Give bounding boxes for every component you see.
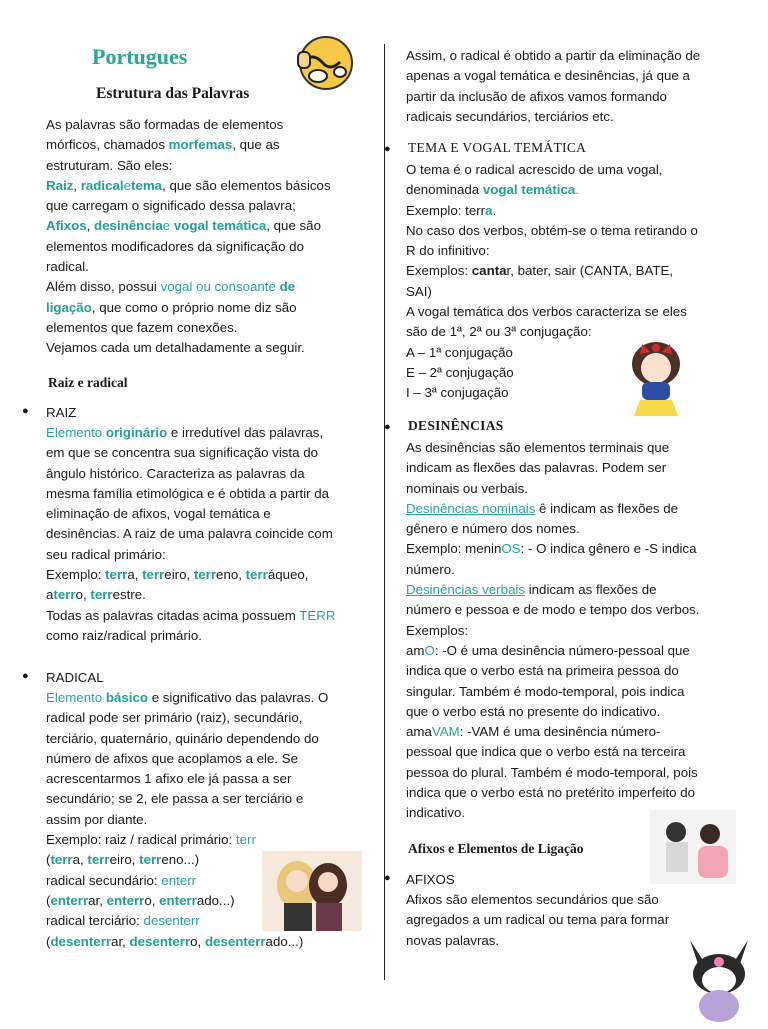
text-span: As palavras são formadas de elementos: [46, 117, 284, 132]
bullet-icon: ●: [384, 421, 391, 433]
text-span: número de afixos que acoplamos a ele. Se: [46, 750, 299, 766]
text-span: a: [485, 202, 493, 218]
text-span: O tema é o radical acrescido de uma vogal,: [406, 162, 663, 177]
text-line: [406, 702, 736, 722]
text-line: [406, 46, 736, 66]
text-line: [46, 176, 358, 196]
desinencias-paragraph: [406, 438, 736, 824]
text-span: desenterr: [50, 933, 112, 949]
text-span: o,: [75, 587, 91, 603]
text-span: que o verbo está no presente do indicativo.: [406, 703, 661, 719]
text-span: Afixos são elementos secundários que são: [406, 892, 659, 907]
text-line: [46, 504, 366, 524]
column-divider: [384, 44, 385, 980]
text-span: apenas a vogal temática e desinências, já que a: [406, 68, 690, 84]
text-span: Exemplo:: [46, 567, 106, 583]
text-span: ,: [86, 218, 95, 234]
text-span: a,: [127, 567, 143, 583]
text-line: [46, 298, 358, 318]
text-line: [46, 830, 366, 850]
text-span: terr: [193, 567, 217, 583]
tema-heading: TEMA E VOGAL TEMÁTICA: [408, 140, 587, 155]
text-line: [46, 216, 358, 236]
text-span: terr: [142, 567, 165, 583]
text-line: [46, 443, 366, 463]
text-span: enterr: [106, 892, 145, 908]
text-line: [406, 600, 736, 620]
couple-illustration-image: [650, 810, 736, 884]
text-span: mórficos, chamados: [46, 137, 169, 153]
text-line: [46, 196, 358, 216]
text-span: terr: [245, 567, 268, 583]
text-span: acrescentarmos 1 afixo ele já passa a ser: [46, 771, 292, 787]
text-span: r, bater, sair (CANTA, BATE,: [506, 263, 674, 279]
text-span: TERR: [299, 607, 336, 623]
text-line: [406, 722, 736, 742]
text-span: No caso dos verbos, obtém-se o tema retirando o: [406, 222, 698, 238]
text-line: [46, 318, 358, 338]
text-span: secundário; se 2, ele passa a ser terciário e: [46, 791, 304, 807]
girls-illustration-image: [262, 851, 362, 931]
text-span: áqueo,: [267, 567, 309, 583]
text-span: indica que o verbo está na primeira pessoa do: [406, 663, 679, 679]
text-span: morfemas: [168, 137, 233, 153]
text-line: [406, 201, 736, 221]
text-span: elementos modificadores da significação do: [46, 238, 304, 254]
text-span: estre.: [112, 587, 146, 603]
text-span: que carregam o significado dessa palavra;: [46, 198, 296, 214]
text-line: [406, 438, 736, 458]
text-span: mesma família etimológica e é obtida a partir da: [46, 485, 330, 501]
text-span: ângulo histórico. Caracteriza as palavras da: [46, 465, 305, 481]
text-span: Elemento: [46, 425, 106, 440]
page-subtitle: Estrutura das Palavras: [96, 85, 250, 102]
text-span: básico: [105, 690, 148, 705]
text-span: , que como o próprio nome diz são: [91, 299, 297, 315]
text-line: [46, 464, 366, 484]
text-span: novas palavras.: [406, 932, 500, 948]
text-span: , que são elementos básicos: [162, 177, 331, 193]
text-line: [46, 585, 366, 605]
text-span: radical: [80, 177, 124, 193]
text-span: eno,: [216, 567, 246, 583]
text-line: [406, 499, 736, 519]
text-line: [46, 626, 366, 646]
text-span: , que as: [232, 137, 280, 153]
text-span: de: [279, 279, 296, 295]
text-span: Exemplo: menin: [406, 541, 502, 557]
text-span: ar,: [111, 933, 130, 949]
text-line: [406, 241, 736, 261]
text-span: Exemplo: raiz / radical primário:: [46, 832, 236, 848]
text-line: [46, 135, 358, 155]
text-span: Todas as palavras citadas acima possuem: [46, 607, 300, 623]
text-span: são de 1ª, 2ª ou 3ª conjugação:: [406, 324, 592, 340]
text-span: (: [46, 933, 51, 949]
text-line: [406, 66, 736, 86]
text-span: desenterr: [204, 933, 266, 949]
text-line: [406, 661, 736, 681]
radical-continuation-paragraph: [406, 46, 736, 127]
text-line: [406, 160, 736, 180]
text-span: Elemento: [46, 690, 106, 705]
text-span: vogal temática: [173, 218, 267, 234]
text-line: [406, 282, 736, 302]
afixos-heading: Afixos e Elementos de Ligação: [408, 841, 584, 856]
text-line: [46, 237, 358, 257]
text-line: [406, 479, 736, 499]
text-span: em que se concentra sua significação vista do: [46, 445, 319, 461]
text-span: desenterr: [143, 913, 200, 929]
text-span: desinências. A raiz de uma palavra coincide com: [46, 526, 333, 542]
text-span: terr: [139, 852, 162, 868]
emoji-sticker-image: [290, 32, 362, 94]
text-span: Raiz: [46, 177, 74, 193]
text-span: desinência: [94, 218, 163, 234]
text-span: e: [162, 218, 171, 234]
text-span: Desinências verbais: [406, 582, 525, 598]
text-span: gênero e número dos nomes.: [406, 521, 580, 537]
text-line: [46, 545, 366, 565]
text-span: tema: [131, 177, 163, 193]
text-span: VAM: [431, 724, 460, 740]
text-span: Exemplo: terr: [406, 202, 486, 218]
text-line: [46, 688, 366, 708]
text-span: .: [492, 202, 497, 218]
text-line: [46, 524, 366, 544]
bullet-icon: ●: [22, 405, 29, 417]
text-line: [46, 484, 366, 504]
page-title: Portugues: [92, 44, 188, 69]
text-line: [46, 769, 366, 789]
text-span: singular. Também é modo-temporal, pois indica: [406, 683, 685, 699]
chibi-character-image: [612, 330, 700, 418]
text-span: radical secundário:: [46, 872, 162, 888]
text-span: eiro,: [164, 567, 194, 583]
text-span: a: [46, 587, 54, 603]
text-span: o,: [190, 933, 205, 949]
text-span: terr: [87, 852, 110, 868]
text-line: [406, 519, 736, 539]
text-span: vogal temática: [482, 182, 576, 198]
text-span: ado...): [265, 933, 304, 949]
text-line: [46, 277, 358, 297]
text-span: número e pessoa e de modo e tempo dos verbos.: [406, 602, 700, 618]
text-line: [406, 221, 736, 241]
text-span: : -O é uma desinência número-pessoal que: [434, 642, 690, 658]
bullet-icon: ●: [22, 670, 29, 682]
text-span: As desinências são elementos terminais que: [406, 440, 670, 455]
text-line: [46, 565, 366, 585]
text-span: denominada: [406, 182, 483, 198]
text-span: pessoal que indica que o verbo está na terceira: [406, 744, 686, 760]
text-line: [406, 763, 736, 783]
text-line: [46, 708, 366, 728]
text-span: ar,: [88, 892, 107, 908]
text-span: estruturam. São eles:: [46, 157, 173, 173]
text-span: o,: [144, 892, 160, 908]
text-span: partir da inclusão de afixos vamos formando: [406, 88, 667, 104]
text-line: [46, 115, 358, 135]
text-span: seu radical primário:: [46, 546, 166, 562]
text-span: ama: [406, 724, 432, 740]
text-span: Desinências nominais: [406, 500, 536, 516]
text-line: [46, 423, 366, 443]
bullet-icon: ●: [384, 143, 391, 155]
text-span: SAI): [406, 283, 432, 299]
text-span: eiro,: [109, 852, 140, 868]
text-span: elementos que fazem conexões.: [46, 319, 238, 335]
text-span: desenterr: [129, 933, 191, 949]
bullet-icon: ●: [384, 872, 391, 884]
raiz-radical-heading: Raiz e radical: [48, 375, 128, 390]
text-span: ,: [73, 177, 81, 193]
text-span: indicativo.: [406, 805, 466, 821]
kuromi-sticker-image: [676, 930, 762, 1024]
text-span: canta: [471, 263, 507, 279]
text-span: Afixos: [46, 218, 87, 234]
text-span: vogal ou consoante: [160, 279, 276, 295]
text-span: A vogal temática dos verbos caracteriza se eles: [406, 304, 687, 320]
text-span: Além disso, possui: [46, 279, 161, 295]
text-span: terr: [105, 567, 128, 583]
text-span: indicam as flexões das palavras. Podem ser: [406, 460, 667, 476]
text-span: Exemplos:: [406, 622, 469, 638]
text-span: ado...): [196, 892, 235, 908]
text-line: [406, 180, 736, 200]
text-line: [46, 749, 366, 769]
text-line: [46, 257, 358, 277]
text-span: enterr: [50, 892, 89, 908]
text-line: [406, 107, 736, 127]
text-span: agregados a um radical ou tema para formar: [406, 912, 670, 928]
text-span: e significativo das palavras. O: [148, 690, 329, 705]
text-span: e irredutível das palavras,: [167, 425, 324, 440]
text-span: radical terciário:: [46, 913, 144, 929]
text-line: [406, 87, 736, 107]
text-span: eliminação de afixos, vogal temática e: [46, 506, 271, 522]
text-span: a,: [72, 852, 88, 868]
text-span: terr: [53, 587, 76, 603]
text-line: [406, 458, 736, 478]
text-span: eno...): [161, 852, 200, 868]
text-span: enterr: [159, 892, 197, 908]
text-span: Vejamos cada um detalhadamente a seguir.: [46, 340, 305, 356]
text-span: E – 2ª conjugação: [406, 364, 514, 380]
text-span: .: [575, 182, 579, 198]
text-span: radical.: [46, 259, 89, 275]
text-span: terr: [235, 832, 256, 848]
text-line: [406, 641, 736, 661]
text-span: radicais secundários, terciários etc.: [406, 108, 614, 124]
text-span: : -VAM é uma desinência número-: [459, 724, 661, 740]
text-span: (: [46, 892, 51, 908]
text-span: originário: [105, 425, 168, 440]
text-span: e: [123, 177, 132, 193]
text-line: [46, 932, 366, 952]
text-span: Assim, o radical é obtido a partir da eliminação de: [406, 48, 701, 63]
text-line: [46, 789, 366, 809]
text-span: terciário, quaternário, quinário dependendo do: [46, 730, 319, 746]
text-span: Exemplos:: [406, 263, 472, 279]
text-line: [46, 729, 366, 749]
desinencias-heading: DESINÊNCIAS: [408, 418, 504, 433]
text-line: [406, 742, 736, 762]
text-span: terr: [50, 852, 73, 868]
text-span: ligação: [46, 299, 92, 315]
radical-label: RADICAL: [46, 670, 104, 685]
text-span: ê indicam as flexões de: [535, 500, 678, 516]
text-line: [406, 580, 736, 600]
text-line: [406, 261, 736, 281]
text-span: indicam as flexões de: [525, 582, 657, 598]
text-line: [46, 606, 366, 626]
text-span: R do infinitivo:: [406, 243, 490, 259]
text-span: enterr: [161, 872, 197, 888]
text-span: , que são: [266, 218, 321, 234]
text-line: [406, 682, 736, 702]
text-span: (: [46, 852, 51, 868]
raiz-label: RAIZ: [46, 405, 77, 420]
text-span: : - O indica gênero e -S indica: [520, 541, 697, 557]
text-span: radical pode ser primário (raiz), secundário,: [46, 710, 303, 726]
text-line: [406, 560, 736, 580]
raiz-paragraph: [46, 423, 366, 646]
text-line: [406, 890, 736, 910]
text-span: nominais ou verbais.: [406, 480, 528, 496]
text-line: [46, 338, 358, 358]
intro-paragraph: [46, 115, 358, 359]
text-line: [46, 810, 366, 830]
text-line: [406, 783, 736, 803]
text-span: indica que o verbo está no pretérito imperfeito do: [406, 785, 696, 801]
afixos-label: AFIXOS: [406, 872, 455, 887]
text-line: [406, 302, 736, 322]
text-span: am: [406, 642, 425, 658]
text-line: [406, 910, 736, 930]
text-span: A – 1ª conjugação: [406, 344, 513, 360]
text-span: OS: [501, 541, 521, 557]
text-span: assim por diante.: [46, 811, 148, 827]
text-span: terr: [90, 587, 113, 603]
text-span: pessoa do plural. Também é modo-temporal, pois: [406, 764, 698, 780]
text-line: [46, 156, 358, 176]
text-span: I – 3ª conjugação: [406, 385, 509, 401]
text-line: [406, 621, 736, 641]
text-span: número.: [406, 561, 455, 577]
text-line: [406, 539, 736, 559]
text-span: como raiz/radical primário.: [46, 627, 202, 643]
text-span: O: [424, 642, 435, 658]
